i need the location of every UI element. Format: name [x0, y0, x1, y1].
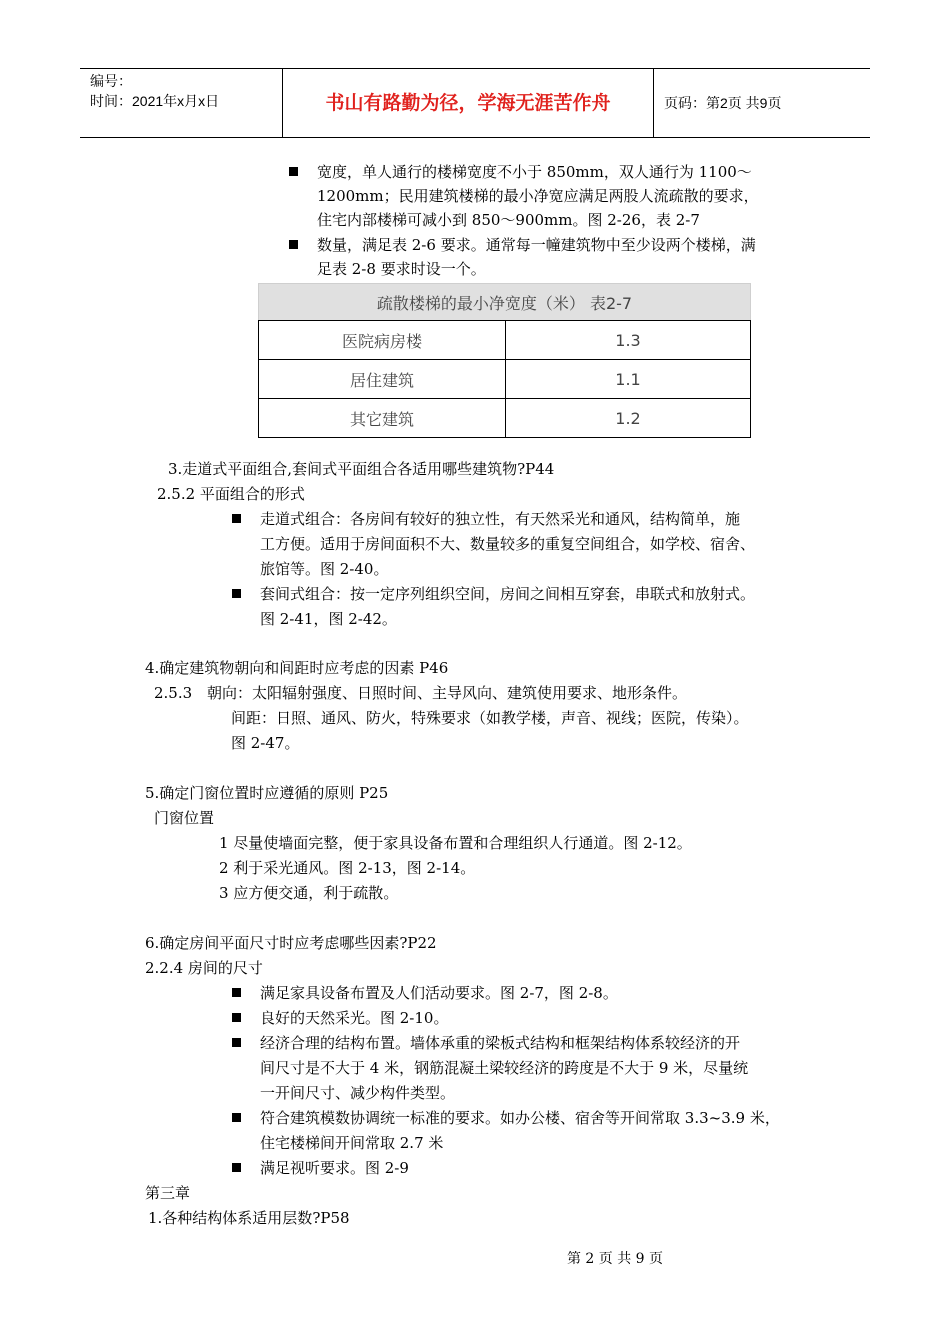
- room-size-factor: 满足家具设备布置及人们活动要求。图 2-7，图 2-8。: [260, 984, 618, 1002]
- suite-type-line: 图 2-41，图 2-42。: [260, 610, 397, 628]
- suite-type-line: 套间式组合：按一定序列组织空间，房间之间相互穿套，串联式和放射式。: [260, 585, 756, 603]
- room-size-factor: 间尺寸是不大于 4 米，钢筋混凝土梁较经济的跨度是不大于 9 米，尽量统: [260, 1059, 749, 1077]
- table-cell-width: 1.3: [506, 321, 751, 360]
- section-heading: 2.2.4 房间的尺寸: [145, 959, 263, 977]
- document-header: [80, 68, 870, 138]
- bullet-square-icon: [232, 1013, 241, 1022]
- header-meta: [80, 69, 283, 137]
- chapter-heading: 第三章: [145, 1184, 191, 1202]
- stair-width-table: [258, 283, 751, 438]
- table-caption: 疏散楼梯的最小净宽度（米） 表2-7: [259, 284, 751, 321]
- section-heading: 2.5.2 平面组合的形式: [157, 485, 305, 503]
- table-row: [259, 360, 751, 399]
- bullet-square-icon: [232, 1163, 241, 1172]
- room-size-factor: 满足视听要求。图 2-9: [260, 1159, 409, 1177]
- window-principle: 3 应方便交通，利于疏散。: [219, 884, 399, 902]
- question-3: 3.走道式平面组合,套间式平面组合各适用哪些建筑物?P44: [168, 460, 555, 478]
- bullet-square-icon: [289, 167, 298, 176]
- corridor-type-line: 旅馆等。图 2-40。: [260, 560, 389, 578]
- bullet-square-icon: [232, 514, 241, 523]
- header-page-number: 页码：第2页 共9页: [664, 95, 782, 111]
- room-size-factor: 良好的天然采光。图 2-10。: [260, 1009, 449, 1027]
- table-cell-type: 其它建筑: [259, 399, 506, 438]
- stair-width-line: 住宅内部楼梯可减小到 850～900mm。图 2-26，表 2-7: [317, 211, 700, 229]
- question-6: 6.确定房间平面尺寸时应考虑哪些因素?P22: [145, 934, 437, 952]
- room-size-factor: 一开间尺寸、减少构件类型。: [260, 1084, 456, 1102]
- document-number-label: 编号：: [90, 73, 132, 89]
- page-footer: 第 2 页 共 9 页: [566, 1251, 664, 1267]
- header-motto: 书山有路勤为径，学海无涯苦作舟: [283, 69, 654, 137]
- bullet-square-icon: [232, 589, 241, 598]
- table-cell-type: 医院病房楼: [259, 321, 506, 360]
- corridor-type-line: 工方便。适用于房间面积不大、数量较多的重复空间组合，如学校、宿舍、: [260, 535, 756, 553]
- stair-count-line: 足表 2-8 要求时设一个。: [317, 260, 486, 278]
- section-number: 2.5.3: [154, 684, 193, 702]
- question-4: 4.确定建筑物朝向和间距时应考虑的因素 P46: [145, 659, 449, 677]
- chapter-3-question-1: 1.各种结构体系适用层数?P58: [148, 1209, 350, 1227]
- bullet-square-icon: [232, 1113, 241, 1122]
- table-cell-type: 居住建筑: [259, 360, 506, 399]
- section-heading: 门窗位置: [154, 809, 215, 827]
- room-size-factor: 符合建筑模数协调统一标准的要求。如办公楼、宿舍等开间常取 3.3~3.9 米，: [260, 1109, 780, 1127]
- question-5: 5.确定门窗位置时应遵循的原则 P25: [145, 784, 389, 802]
- room-size-factor: 住宅楼梯间开间常取 2.7 米: [260, 1134, 444, 1152]
- table-cell-width: 1.1: [506, 360, 751, 399]
- document-date: 时间：2021年x月x日: [90, 93, 220, 109]
- table-row: [259, 399, 751, 438]
- stair-width-line: 1200mm；民用建筑楼梯的最小净宽应满足两股人流疏散的要求，: [317, 187, 759, 205]
- orientation-text: 朝向：太阳辐射强度、日照时间、主导风向、建筑使用要求、地形条件。: [207, 684, 688, 702]
- window-principle: 2 利于采光通风。图 2-13，图 2-14。: [219, 859, 476, 877]
- corridor-type-line: 走道式组合：各房间有较好的独立性，有天然采光和通风，结构简单，施: [260, 510, 741, 528]
- stair-count-line: 数量，满足表 2-6 要求。通常每一幢建筑物中至少设两个楼梯，满: [317, 236, 756, 254]
- table-row: [259, 321, 751, 360]
- stair-width-line: 宽度，单人通行的楼梯宽度不小于 850mm，双人通行为 1100～: [317, 163, 752, 181]
- window-principle: 1 尽量使墙面完整，便于家具设备布置和合理组织人行通道。图 2-12。: [219, 834, 692, 852]
- bullet-square-icon: [232, 1038, 241, 1047]
- room-size-factor: 经济合理的结构布置。墙体承重的梁板式结构和框架结构体系较经济的开: [260, 1034, 741, 1052]
- spacing-text: 图 2-47。: [231, 734, 300, 752]
- bullet-square-icon: [289, 240, 298, 249]
- table-cell-width: 1.2: [506, 399, 751, 438]
- bullet-square-icon: [232, 988, 241, 997]
- spacing-text: 间距：日照、通风、防火，特殊要求（如教学楼，声音、视线；医院，传染）。: [231, 709, 749, 727]
